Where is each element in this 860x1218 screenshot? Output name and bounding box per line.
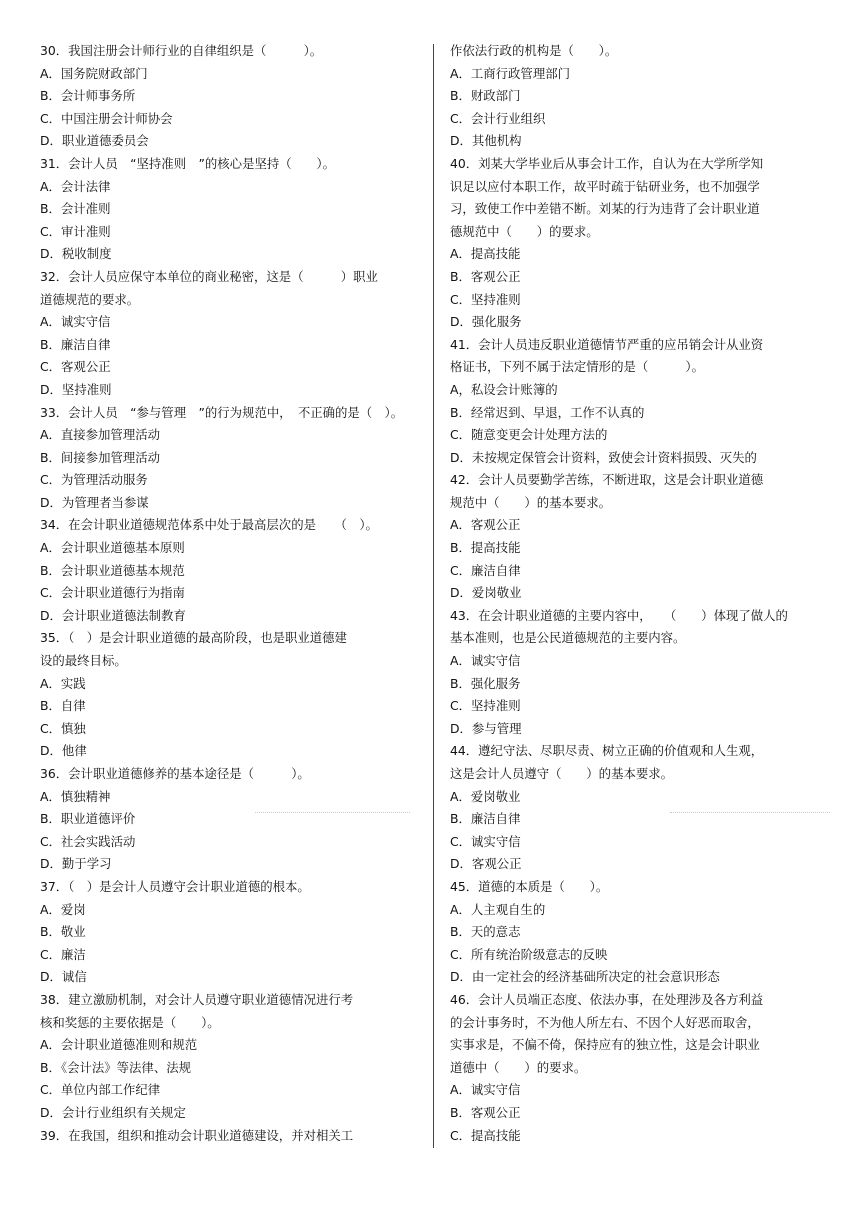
question-text-line: 40．刘某大学毕业后从事会计工作，自认为在大学所学知 (450, 155, 764, 171)
right-column (450, 40, 830, 1147)
question-text-line: 规范中（ ）的基本要求。 (450, 494, 612, 510)
answer-option: B．会计师事务所 (40, 88, 136, 104)
question-text-line: 德规范中（ ）的要求。 (450, 223, 599, 239)
answer-option: B．会计准则 (40, 201, 111, 217)
answer-option: D．未按规定保管会计资料，致使会计资料损毁、灭失的 (450, 449, 757, 465)
answer-option: B．自律 (40, 698, 86, 714)
answer-option: B．客观公正 (450, 268, 521, 284)
question-text-line: 作依法行政的机构是（ ）。 (450, 43, 618, 58)
question-text-line: 习，致使工作中差错不断。刘某的行为违背了会计职业道 (450, 201, 760, 217)
answer-option: D．他律 (40, 743, 87, 759)
answer-option: A．直接参加管理活动 (40, 427, 160, 443)
answer-option: C．客观公正 (40, 359, 111, 375)
answer-option: C．中国注册会计师协会 (40, 110, 173, 126)
answer-option: A．工商行政管理部门 (450, 65, 570, 81)
answer-option: A．会计职业道德基本原则 (40, 540, 185, 556)
answer-option: B．敬业 (40, 924, 86, 940)
left-column (40, 40, 420, 1147)
answer-option: C．慎独 (40, 720, 86, 736)
question-text-line: 42．会计人员要勤学苦练，不断进取，这是会计职业道德 (450, 472, 764, 488)
question-text-line: 39．在我国，组织和推动会计职业道德建设，并对相关工 (40, 1127, 354, 1143)
answer-option: D．勤于学习 (40, 856, 112, 872)
question-text-line: 核和奖惩的主要依据是（ ）。 (40, 1014, 220, 1030)
answer-option: A．会计法律 (40, 178, 111, 194)
answer-option: D．税收制度 (40, 246, 112, 262)
answer-option: B．廉洁自律 (450, 811, 521, 827)
answer-option: A．会计职业道德准则和规范 (40, 1037, 198, 1053)
answer-option: C．会计职业道德行为指南 (40, 585, 185, 601)
answer-option: B．廉洁自律 (40, 336, 111, 352)
answer-option: B．强化服务 (450, 675, 521, 691)
answer-option: A．人主观自生的 (450, 901, 546, 917)
answer-option: A．诚实守信 (450, 653, 521, 669)
answer-option: D．会计职业道德法制教育 (40, 607, 186, 623)
answer-option: D．坚持准则 (40, 381, 112, 397)
answer-option: B．天的意志 (450, 924, 521, 940)
answer-option: C．所有统治阶级意志的反映 (450, 946, 608, 962)
question-text-line: 实事求是，不偏不倚，保持应有的独立性，这是会计职业 (450, 1037, 760, 1053)
answer-option: C．会计行业组织 (450, 110, 546, 126)
question-text-line: 道德规范的要求。 (40, 291, 140, 307)
answer-option: A．提高技能 (450, 246, 521, 262)
answer-option: C．单位内部工作纪律 (40, 1082, 161, 1098)
question-text-line: 基本准则，也是公民道德规范的主要内容。 (450, 630, 686, 646)
answer-option: C．诚实守信 (450, 833, 521, 849)
answer-option: A．诚实守信 (450, 1082, 521, 1098)
answer-option: A．慎独精神 (40, 788, 111, 804)
answer-option: B．会计职业道德基本规范 (40, 562, 185, 578)
answer-option: C．坚持准则 (450, 291, 521, 307)
question-text-line: 43．在会计职业道德的主要内容中， （ ）体现了做人的 (450, 607, 788, 623)
answer-option: D．爱岗敬业 (450, 585, 522, 601)
question-text-line: 33．会计人员 “参与管理 ”的行为规范中， 不正确的是（ ）。 (40, 404, 404, 420)
question-text-line: 31．会计人员 “坚持准则 ”的核心是坚持（ ）。 (40, 155, 335, 171)
answer-option: B．提高技能 (450, 540, 521, 556)
answer-option: C．为管理活动服务 (40, 472, 148, 488)
question-text-line: 37．（ ）是会计人员遵守会计职业道德的根本。 (40, 878, 310, 894)
answer-option: C．随意变更会计处理方法的 (450, 427, 608, 443)
answer-option: B．《会计法》等法律、法规 (40, 1059, 191, 1075)
answer-option: B．职业道德评价 (40, 811, 136, 827)
question-text-line: 41．会计人员违反职业道德情节严重的应吊销会计从业资 (450, 336, 764, 352)
question-text-line: 这是会计人员遵守（ ）的基本要求。 (450, 766, 674, 781)
question-text-line: 的会计事务时，不为他人所左右、不因个人好恶而取舍， (450, 1014, 760, 1030)
question-text-line: 道德中（ ）的要求。 (450, 1059, 587, 1075)
answer-option: C．提高技能 (450, 1127, 521, 1143)
answer-option: B．财政部门 (450, 88, 521, 104)
question-text-line: 30．我国注册会计师行业的自律组织是（ ）。 (40, 43, 323, 58)
question-text-line: 35．（ ）是会计职业道德的最高阶段，也是职业道德建 (40, 630, 347, 646)
question-text-line: 38．建立激励机制，对会计人员遵守职业道德情况进行考 (40, 991, 354, 1007)
answer-option: D．为管理者当参谋 (40, 494, 149, 510)
answer-option: D．其他机构 (450, 133, 522, 149)
answer-option: D．由一定社会的经济基础所决定的社会意识形态 (450, 969, 720, 985)
question-text-line: 识足以应付本职工作，故平时疏于钻研业务，也不加强学 (450, 178, 760, 194)
answer-option: C．审计准则 (40, 223, 111, 239)
answer-option: C．廉洁自律 (450, 562, 521, 578)
answer-option: D．职业道德委员会 (40, 133, 149, 149)
question-text-line: 44．遵纪守法、尽职尽责、树立正确的价值观和人生观， (450, 743, 764, 759)
column-divider (433, 44, 434, 1148)
answer-option: D．参与管理 (450, 720, 522, 736)
answer-option: A．国务院财政部门 (40, 65, 148, 81)
question-text-line: 36．会计职业道德修养的基本途径是（ ）。 (40, 766, 310, 781)
answer-option: C．社会实践活动 (40, 833, 136, 849)
answer-option: B．间接参加管理活动 (40, 449, 161, 465)
answer-option: A．爱岗敬业 (450, 788, 521, 804)
question-text-line: 45．道德的本质是（ ）。 (450, 878, 609, 894)
answer-option: B．经常迟到、早退，工作不认真的 (450, 404, 645, 420)
answer-option: D．强化服务 (450, 314, 522, 330)
answer-option: A，私设会计账簿的 (450, 381, 558, 397)
answer-option: A．爱岗 (40, 901, 86, 917)
answer-option: A．诚实守信 (40, 314, 111, 330)
question-text-line: 32．会计人员应保守本单位的商业秘密，这是（ ）职业 (40, 268, 378, 284)
answer-option: A．客观公正 (450, 517, 521, 533)
answer-option: D．客观公正 (450, 856, 522, 872)
faint-dotted-rule-left (255, 812, 410, 813)
question-text-line: 46．会计人员端正态度、依法办事，在处理涉及各方利益 (450, 991, 764, 1007)
answer-option: B．客观公正 (450, 1104, 521, 1120)
answer-option: D．诚信 (40, 969, 87, 985)
answer-option: C．坚持准则 (450, 698, 521, 714)
question-text-line: 设的最终目标。 (40, 653, 127, 669)
answer-option: D．会计行业组织有关规定 (40, 1104, 186, 1120)
question-text-line: 34．在会计职业道德规范体系中处于最高层次的是 （ ）。 (40, 517, 378, 533)
question-text-line: 格证书，下列不属于法定情形的是（ ）。 (450, 359, 705, 375)
answer-option: C．廉洁 (40, 946, 86, 962)
answer-option: A．实践 (40, 675, 86, 691)
